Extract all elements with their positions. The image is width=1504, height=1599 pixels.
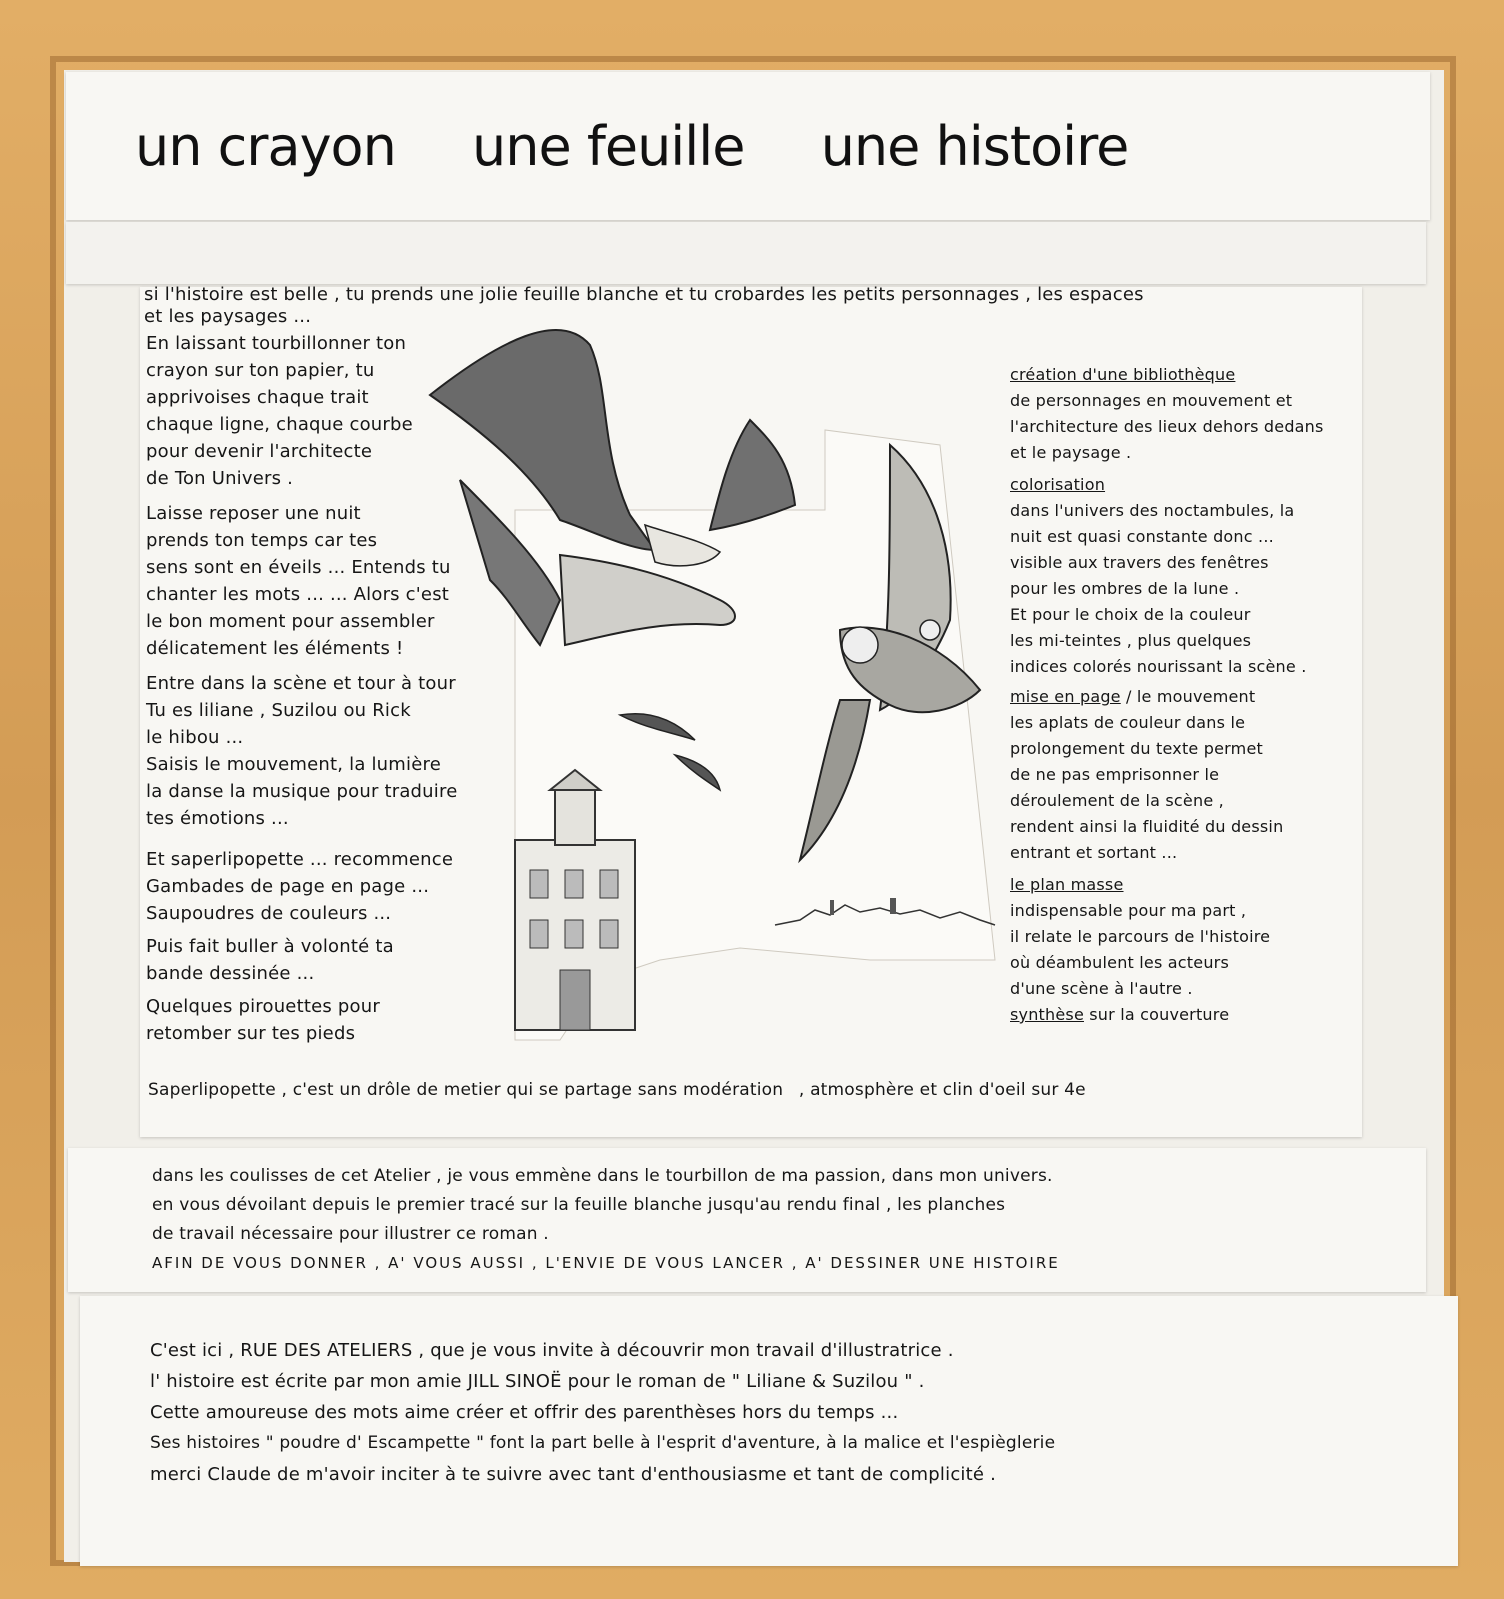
- left-p3-line: Saisis le mouvement, la lumière: [146, 754, 441, 775]
- blank-strip: [66, 222, 1426, 284]
- left-paragraph-3: [146, 670, 516, 832]
- right-p2-line: les mi-teintes , plus quelques: [1010, 631, 1252, 650]
- left-p1-line: En laissant tourbillonner ton: [146, 333, 407, 354]
- left-paragraph-1: [146, 330, 516, 492]
- left-p3-line: le hibou ...: [146, 727, 244, 748]
- section-heading: colorisation: [1010, 475, 1106, 494]
- intro-line-1: si l'histoire est belle , tu prends une jolie feuille blanche et tu crobardes les petits personnages , les espaces: [144, 284, 1144, 305]
- left-p1-line: de Ton Univers .: [146, 468, 294, 489]
- bottom-line: Ses histoires " poudre d' Escampette " font la part belle à l'esprit d'aventure, à la malice et l'espièglerie: [150, 1433, 1056, 1453]
- left-p2-line: le bon moment pour assembler: [146, 611, 435, 632]
- left-p6-line: retomber sur tes pieds: [146, 1023, 356, 1044]
- left-p1-line: chaque ligne, chaque courbe: [146, 414, 413, 435]
- section-heading: mise en page: [1010, 687, 1121, 706]
- left-p5-line: Puis fait buller à volonté ta: [146, 936, 394, 957]
- section-heading-row: [1010, 1002, 1375, 1028]
- right-p2-line: indices colorés nourissant la scène .: [1010, 657, 1307, 676]
- right-p2-line: pour les ombres de la lune .: [1010, 579, 1240, 598]
- left-p4-line: Et saperlipopette ... recommence: [146, 849, 454, 870]
- right-p2-line: dans l'univers des noctambules, la: [1010, 501, 1295, 520]
- right-p3-line: de ne pas emprisonner le: [1010, 765, 1220, 784]
- bottom-line: l' histoire est écrite par mon amie JILL SINOË pour le roman de " Liliane & Suzilou " .: [150, 1371, 925, 1392]
- left-p1-line: apprivoises chaque trait: [146, 387, 369, 408]
- right-p3-line: déroulement de la scène ,: [1010, 791, 1224, 810]
- right-p3-line: prolongement du texte permet: [1010, 739, 1263, 758]
- left-column: [146, 330, 516, 1047]
- right-p3-line: rendent ainsi la fluidité du dessin: [1010, 817, 1284, 836]
- section-heading: le plan masse: [1010, 875, 1124, 894]
- left-paragraph-2: [146, 500, 516, 662]
- right-column: [1010, 362, 1375, 1028]
- bottom-line: Cette amoureuse des mots aime créer et offrir des parenthèses hors du temps ...: [150, 1402, 899, 1423]
- right-p1-line: l'architecture des lieux dehors dedans: [1010, 417, 1324, 436]
- right-p2-line: nuit est quasi constante donc ...: [1010, 527, 1274, 546]
- closing-line-left: Saperlipopette , c'est un drôle de metier qui se partage sans modération: [148, 1080, 784, 1100]
- left-p5-line: bande dessinée ...: [146, 963, 315, 984]
- section-heading: synthèse: [1010, 1005, 1084, 1024]
- right-p4-line: où déambulent les acteurs: [1010, 953, 1229, 972]
- middle-line: de travail nécessaire pour illustrer ce roman .: [152, 1224, 549, 1244]
- title-part-3: une histoire: [820, 115, 1129, 178]
- section-heading: création d'une bibliothèque: [1010, 365, 1236, 384]
- bottom-line: C'est ici , RUE DES ATELIERS , que je vous invite à découvrir mon travail d'illustratrice .: [150, 1340, 954, 1361]
- left-p2-line: prends ton temps car tes: [146, 530, 378, 551]
- closing-line-right: , atmosphère et clin d'oeil sur 4e: [798, 1080, 1086, 1100]
- left-p2-line: sens sont en éveils ... Entends tu: [146, 557, 451, 578]
- closing-line: [148, 1078, 1378, 1103]
- middle-line: dans les coulisses de cet Atelier , je vous emmène dans le tourbillon de ma passion, dans mon univers.: [152, 1166, 1053, 1186]
- left-paragraph-6: [146, 993, 516, 1047]
- title-part-2: une feuille: [472, 115, 745, 178]
- left-p3-line: Entre dans la scène et tour à tour: [146, 673, 456, 694]
- page-title: [135, 115, 1135, 178]
- intro-line-2: et les paysages ...: [144, 306, 312, 327]
- right-p3-line: entrant et sortant ...: [1010, 843, 1178, 862]
- left-p3-line: Tu es liliane , Suzilou ou Rick: [146, 700, 411, 721]
- right-p4-line: indispensable pour ma part ,: [1010, 901, 1247, 920]
- middle-line: en vous dévoilant depuis le premier tracé sur la feuille blanche jusqu'au rendu final , les planches: [152, 1195, 1006, 1215]
- bottom-sheet-text: [150, 1335, 1430, 1490]
- right-p2-line: visible aux travers des fenêtres: [1010, 553, 1269, 572]
- section-heading-row: [1010, 684, 1375, 710]
- middle-sheet-text: [152, 1162, 1412, 1278]
- title-part-1: un crayon: [135, 115, 396, 178]
- right-p2-line: Et pour le choix de la couleur: [1010, 605, 1251, 624]
- right-p3-line: les aplats de couleur dans le: [1010, 713, 1246, 732]
- right-p4-line: d'une scène à l'autre .: [1010, 979, 1193, 998]
- left-p3-line: tes émotions ...: [146, 808, 289, 829]
- right-p1-line: de personnages en mouvement et: [1010, 391, 1293, 410]
- right-p1-line: et le paysage .: [1010, 443, 1132, 462]
- section-heading-suffix: / le mouvement: [1120, 687, 1256, 706]
- left-p2-line: Laisse reposer une nuit: [146, 503, 361, 524]
- left-paragraph-5: [146, 933, 516, 987]
- left-p2-line: délicatement les éléments !: [146, 638, 404, 659]
- left-p1-line: crayon sur ton papier, tu: [146, 360, 375, 381]
- left-p2-line: chanter les mots ... ... Alors c'est: [146, 584, 450, 605]
- section-heading-suffix: sur la couverture: [1083, 1005, 1230, 1024]
- left-paragraph-4: [146, 846, 516, 927]
- left-p6-line: Quelques pirouettes pour: [146, 996, 380, 1017]
- middle-line: AFIN DE VOUS DONNER , A' VOUS AUSSI , L'ENVIE DE VOUS LANCER , A' DESSINER UNE HISTOIRE: [152, 1254, 1060, 1272]
- left-p3-line: la danse la musique pour traduire: [146, 781, 458, 802]
- left-p4-line: Gambades de page en page ...: [146, 876, 430, 897]
- right-p4-line: il relate le parcours de l'histoire: [1010, 927, 1271, 946]
- left-p1-line: pour devenir l'architecte: [146, 441, 373, 462]
- left-p4-line: Saupoudres de couleurs ...: [146, 903, 392, 924]
- bottom-line: merci Claude de m'avoir inciter à te suivre avec tant d'enthousiasme et tant de complicité .: [150, 1464, 996, 1485]
